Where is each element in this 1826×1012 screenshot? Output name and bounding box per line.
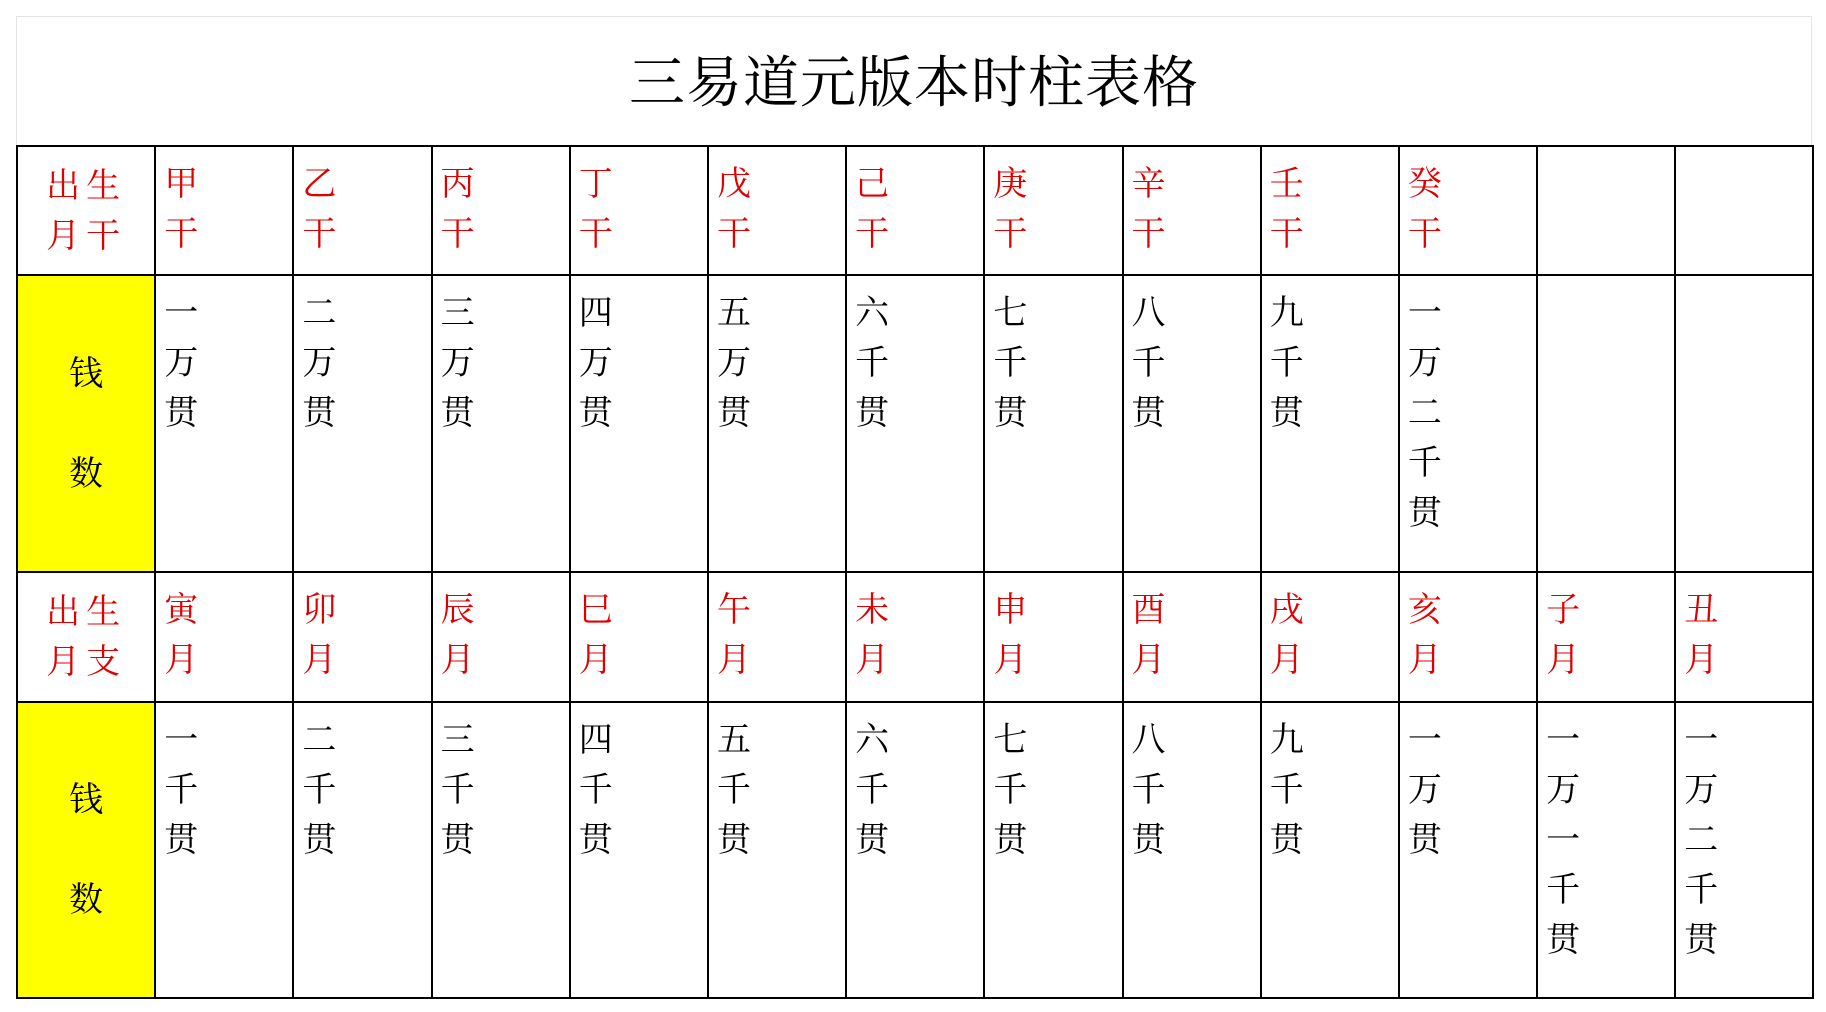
branch-text: 寅月 <box>164 590 199 680</box>
branch-cell <box>155 572 293 702</box>
branch-money-cell <box>1675 702 1813 998</box>
branch-money-cell <box>155 702 293 998</box>
stem-text: 辛干 <box>1131 164 1166 254</box>
stem-text: 壬干 <box>1269 164 1304 254</box>
branch-money-text: 三千贯 <box>440 720 475 860</box>
branch-text: 未月 <box>855 590 890 680</box>
branch-text: 卯月 <box>302 590 337 680</box>
branch-money-text: 六千贯 <box>855 720 890 860</box>
stem-cell <box>708 146 846 275</box>
stem-cell <box>1123 146 1261 275</box>
money-label-line: 数 <box>69 453 104 494</box>
branch-cell <box>432 572 570 702</box>
stem-money-cell <box>1261 275 1399 572</box>
stem-money-cell <box>155 275 293 572</box>
branch-cell <box>708 572 846 702</box>
stem-text: 乙干 <box>302 164 337 254</box>
stem-money-cell <box>1399 275 1537 572</box>
branch-cell <box>570 572 708 702</box>
branch-cell <box>1123 572 1261 702</box>
branch-row <box>17 572 1813 702</box>
stem-text: 戊干 <box>716 164 751 254</box>
stem-money-cell <box>1675 275 1813 572</box>
stem-cell <box>570 146 708 275</box>
branch-cell <box>846 572 984 702</box>
branch-cell <box>1399 572 1537 702</box>
stem-cell <box>432 146 570 275</box>
branch-label-cell <box>17 572 155 702</box>
stem-cell <box>155 146 293 275</box>
stem-money-text: 九千贯 <box>1269 293 1304 433</box>
stem-money-row <box>17 275 1813 572</box>
branch-cell <box>1675 572 1813 702</box>
branch-text: 申月 <box>993 590 1028 680</box>
page-title: 三易道元版本时柱表格 <box>629 51 1199 116</box>
stem-money-cell <box>846 275 984 572</box>
branch-text: 辰月 <box>440 590 475 680</box>
stem-label-line: 出生 <box>46 166 127 206</box>
stem-money-text: 七千贯 <box>993 293 1028 433</box>
hour-pillar-table <box>16 145 1814 999</box>
stem-money-text: 四万贯 <box>578 293 613 433</box>
stem-label-line: 月干 <box>46 216 127 256</box>
branch-money-text: 五千贯 <box>716 720 751 860</box>
stem-money-text: 六千贯 <box>855 293 890 433</box>
stem-money-cell <box>432 275 570 572</box>
stem-text: 丙干 <box>440 164 475 254</box>
branch-cell <box>1261 572 1399 702</box>
branch-money-cell <box>1399 702 1537 998</box>
stem-money-cell <box>570 275 708 572</box>
stem-text: 庚干 <box>993 164 1028 254</box>
branch-money-cell <box>984 702 1122 998</box>
money-label-cell <box>17 275 155 572</box>
branch-cell <box>984 572 1122 702</box>
stem-money-text: 一万贯 <box>164 293 199 433</box>
branch-cell <box>1537 572 1675 702</box>
branch-money-cell <box>570 702 708 998</box>
stem-cell <box>1261 146 1399 275</box>
branch-money-cell <box>293 702 431 998</box>
stem-text: 己干 <box>855 164 890 254</box>
branch-text: 午月 <box>716 590 751 680</box>
money-label-line: 钱 <box>69 353 104 394</box>
branch-money-text: 一千贯 <box>164 720 199 860</box>
branch-text: 丑月 <box>1684 590 1719 680</box>
branch-money-text: 一万二千贯 <box>1684 720 1719 960</box>
stem-cell <box>846 146 984 275</box>
stem-label-cell <box>17 146 155 275</box>
money-label-cell <box>17 702 155 998</box>
branch-text: 巳月 <box>578 590 613 680</box>
branch-money-cell <box>708 702 846 998</box>
branch-money-cell <box>1537 702 1675 998</box>
stem-text: 丁干 <box>578 164 613 254</box>
stem-money-cell <box>984 275 1122 572</box>
stem-money-text: 三万贯 <box>440 293 475 433</box>
stem-money-cell <box>1537 275 1675 572</box>
stem-money-cell <box>1123 275 1261 572</box>
branch-money-row <box>17 702 1813 998</box>
branch-money-text: 一万一千贯 <box>1546 720 1581 960</box>
stem-money-text: 五万贯 <box>716 293 751 433</box>
stem-text: 甲干 <box>164 164 199 254</box>
stem-cell <box>1399 146 1537 275</box>
stem-row <box>17 146 1813 275</box>
branch-money-cell <box>1123 702 1261 998</box>
branch-money-text: 八千贯 <box>1131 720 1166 860</box>
branch-label-line: 出生 <box>46 592 127 632</box>
stem-money-cell <box>708 275 846 572</box>
branch-label-line: 月支 <box>46 642 127 682</box>
stem-text: 癸干 <box>1407 164 1442 254</box>
branch-cell <box>293 572 431 702</box>
branch-money-text: 四千贯 <box>578 720 613 860</box>
stem-cell <box>1537 146 1675 275</box>
stem-money-text: 二万贯 <box>302 293 337 433</box>
stem-money-cell <box>293 275 431 572</box>
branch-money-text: 二千贯 <box>302 720 337 860</box>
branch-money-text: 七千贯 <box>993 720 1028 860</box>
branch-text: 亥月 <box>1407 590 1442 680</box>
money-label-line: 数 <box>69 880 104 920</box>
stem-cell <box>984 146 1122 275</box>
branch-text: 戌月 <box>1269 590 1304 680</box>
stem-cell <box>293 146 431 275</box>
money-label-line: 钱 <box>69 780 104 820</box>
branch-text: 酉月 <box>1131 590 1166 680</box>
title-box <box>16 16 1812 145</box>
branch-money-cell <box>1261 702 1399 998</box>
branch-money-text: 九千贯 <box>1269 720 1304 860</box>
branch-money-cell <box>846 702 984 998</box>
stem-money-text: 一万二千贯 <box>1407 293 1442 533</box>
stem-money-text: 八千贯 <box>1131 293 1166 433</box>
branch-text: 子月 <box>1546 590 1581 680</box>
branch-money-text: 一万贯 <box>1407 720 1442 860</box>
branch-money-cell <box>432 702 570 998</box>
stem-cell <box>1675 146 1813 275</box>
